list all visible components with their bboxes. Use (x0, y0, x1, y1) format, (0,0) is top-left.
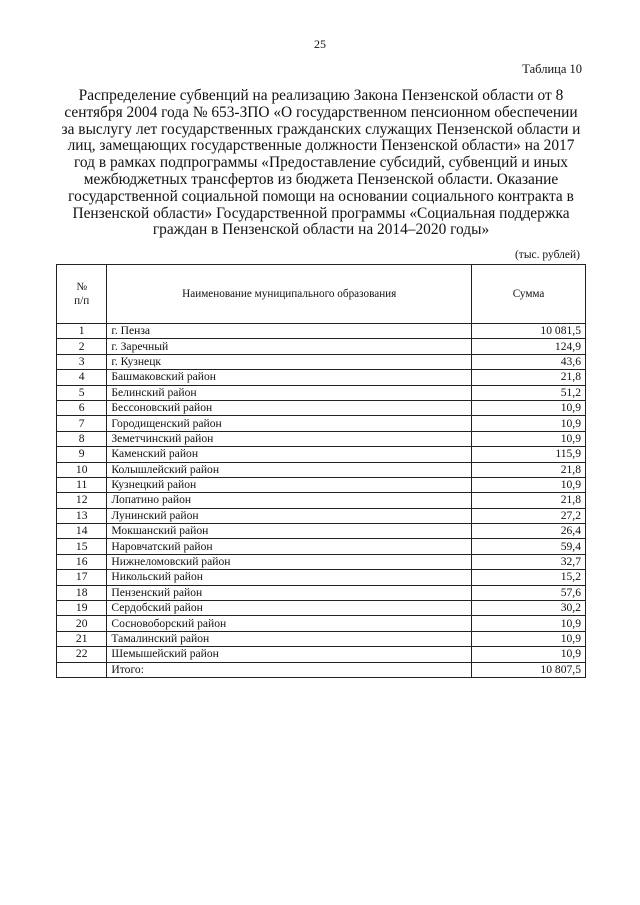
header-number-abbr: п/п (74, 295, 90, 307)
table-row (57, 324, 586, 339)
header-number (57, 265, 107, 324)
row-number: 11 (57, 477, 107, 492)
row-sum: 21,8 (472, 462, 586, 477)
row-sum: 43,6 (472, 354, 586, 369)
row-number: 22 (57, 647, 107, 662)
table-row (57, 524, 586, 539)
row-municipality: Шемышейский район (107, 647, 472, 662)
row-municipality: Лопатино район (107, 493, 472, 508)
row-number: 21 (57, 631, 107, 646)
row-sum: 10,9 (472, 431, 586, 446)
row-municipality: Башмаковский район (107, 370, 472, 385)
table-row (57, 477, 586, 492)
row-sum: 10,9 (472, 477, 586, 492)
row-municipality: Нижнеломовский район (107, 554, 472, 569)
table-body (57, 324, 586, 678)
total-sum: 10 807,5 (472, 662, 586, 677)
header-sum: Сумма (472, 265, 586, 324)
row-number: 18 (57, 585, 107, 600)
row-municipality: Земетчинский район (107, 431, 472, 446)
row-municipality: Тамалинский район (107, 631, 472, 646)
row-municipality: г. Кузнецк (107, 354, 472, 369)
row-sum: 10,9 (472, 400, 586, 415)
row-number: 4 (57, 370, 107, 385)
row-municipality: Кузнецкий район (107, 477, 472, 492)
row-municipality: Сердобский район (107, 601, 472, 616)
table-row (57, 431, 586, 446)
table-row (57, 400, 586, 415)
table-row (57, 570, 586, 585)
table-row (57, 354, 586, 369)
table-row (57, 647, 586, 662)
row-municipality: Сосновоборский район (107, 616, 472, 631)
row-sum: 10,9 (472, 416, 586, 431)
row-sum: 10 081,5 (472, 324, 586, 339)
table-header-row (57, 265, 586, 324)
row-municipality: Наровчатский район (107, 539, 472, 554)
row-number: 2 (57, 339, 107, 354)
row-municipality: Пензенский район (107, 585, 472, 600)
row-number: 16 (57, 554, 107, 569)
table-header (57, 265, 586, 324)
header-number-symbol: № (76, 281, 88, 293)
table-row (57, 339, 586, 354)
table-row (57, 385, 586, 400)
row-number: 19 (57, 601, 107, 616)
row-number: 10 (57, 462, 107, 477)
table-row (57, 631, 586, 646)
row-number: 3 (57, 354, 107, 369)
total-number (57, 662, 107, 677)
total-label: Итого: (107, 662, 472, 677)
table-row (57, 601, 586, 616)
row-sum: 27,2 (472, 508, 586, 523)
table-row (57, 370, 586, 385)
table-row (57, 585, 586, 600)
row-municipality: Бессоновский район (107, 400, 472, 415)
row-sum: 21,8 (472, 370, 586, 385)
row-number: 12 (57, 493, 107, 508)
table-row (57, 508, 586, 523)
page-number: 25 (314, 37, 326, 51)
row-municipality: Каменский район (107, 447, 472, 462)
row-number: 8 (57, 431, 107, 446)
row-municipality: г. Заречный (107, 339, 472, 354)
row-sum: 26,4 (472, 524, 586, 539)
subvention-table (56, 264, 586, 678)
table-row (57, 493, 586, 508)
row-number: 5 (57, 385, 107, 400)
row-municipality: Колышлейский район (107, 462, 472, 477)
row-number: 15 (57, 539, 107, 554)
row-number: 6 (57, 400, 107, 415)
row-number: 9 (57, 447, 107, 462)
row-sum: 21,8 (472, 493, 586, 508)
row-number: 17 (57, 570, 107, 585)
row-number: 1 (57, 324, 107, 339)
row-sum: 30,2 (472, 601, 586, 616)
table-row (57, 539, 586, 554)
row-municipality: Мокшанский район (107, 524, 472, 539)
table-row (57, 447, 586, 462)
row-municipality: Никольский район (107, 570, 472, 585)
table-row (57, 554, 586, 569)
row-number: 14 (57, 524, 107, 539)
row-sum: 59,4 (472, 539, 586, 554)
row-municipality: Городищенский район (107, 416, 472, 431)
units-note: (тыс. рублей) (514, 249, 580, 261)
row-sum: 57,6 (472, 585, 586, 600)
row-sum: 32,7 (472, 554, 586, 569)
document-title: Распределение субвенций на реализацию Закона Пензенской области от 8 сентября 2004 года № 653-ЗПО «О государственном пенсионном обеспечении за выслугу лет государственных гражданских служащих Пензенской области и лиц, замещающих государственные должности Пензенской области» на 2017 год в рамках подпрограммы «Предоставление субсидий, субвенций и иных межбюджетных трансфертов из бюджета Пензенской области. Оказание государственной социальной помощи на основании социального контракта в Пензенской области» Государственной программы «Социальная поддержка граждан в Пензенской области на 2014–2020 годы» (61, 87, 581, 239)
row-sum: 10,9 (472, 631, 586, 646)
row-municipality: Белинский район (107, 385, 472, 400)
row-number: 13 (57, 508, 107, 523)
row-sum: 10,9 (472, 647, 586, 662)
row-number: 20 (57, 616, 107, 631)
table-row (57, 616, 586, 631)
table-total-row (57, 662, 586, 677)
row-municipality: Лунинский район (107, 508, 472, 523)
row-number: 7 (57, 416, 107, 431)
row-sum: 10,9 (472, 616, 586, 631)
table-row (57, 462, 586, 477)
header-municipality: Наименование муниципального образования (107, 265, 472, 324)
row-sum: 115,9 (472, 447, 586, 462)
table-row (57, 416, 586, 431)
row-sum: 15,2 (472, 570, 586, 585)
row-sum: 51,2 (472, 385, 586, 400)
row-sum: 124,9 (472, 339, 586, 354)
table-label: Таблица 10 (522, 62, 582, 76)
row-municipality: г. Пенза (107, 324, 472, 339)
